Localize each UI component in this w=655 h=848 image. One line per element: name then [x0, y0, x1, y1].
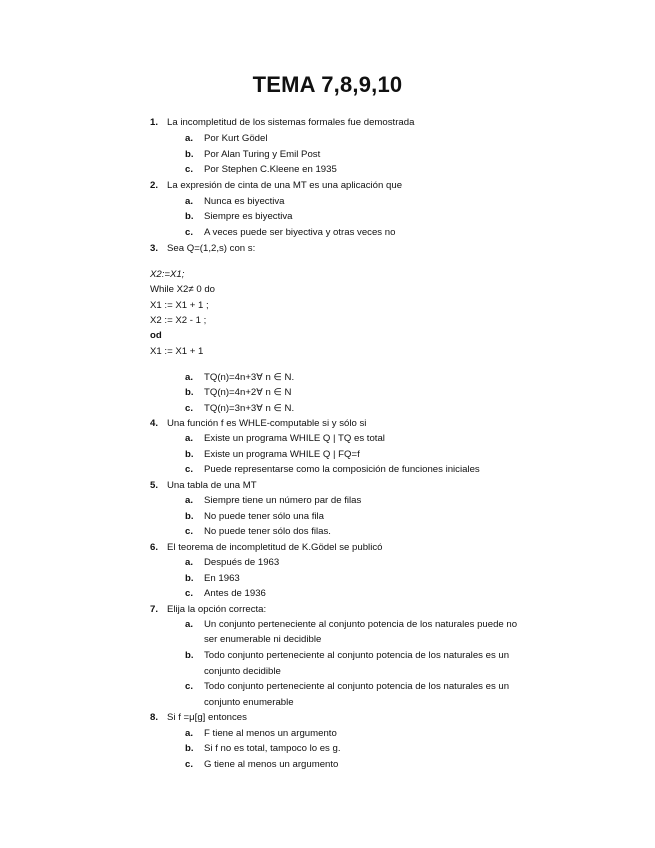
option-text: Por Alan Turing y Emil Post: [204, 149, 321, 160]
option-text-continued: conjunto enumerable: [204, 697, 294, 708]
option-text: Por Stephen C.Kleene en 1935: [204, 164, 337, 175]
option-text: G tiene al menos un argumento: [204, 759, 339, 770]
option-letter: b.: [185, 387, 194, 398]
option-text: Un conjunto perteneciente al conjunto potencia de los naturales puede no: [204, 619, 518, 630]
option-text: Después de 1963: [204, 557, 280, 568]
option-text: En 1963: [204, 573, 240, 584]
question-text: Si f =μ[g] entonces: [167, 712, 247, 723]
option-letter: a.: [185, 495, 194, 506]
code-line-1: X2:=X1;: [150, 269, 185, 280]
option-text: Existe un programa WHILE Q | TQ es total: [204, 433, 385, 444]
option-text: Puede representarse como la composición de funciones iniciales: [204, 464, 480, 475]
question-number: 1.: [150, 117, 159, 128]
option-text: Por Kurt Gödel: [204, 133, 268, 144]
option-letter: a.: [185, 133, 194, 144]
option-text: Antes de 1936: [204, 588, 266, 599]
option-text: Siempre tiene un número par de filas: [204, 495, 362, 506]
option-text: TQ(n)=4n+3∀ n ∈ N.: [204, 372, 295, 383]
option-letter: b.: [185, 573, 194, 584]
option-letter: a.: [185, 372, 194, 383]
question-text: El teorema de incompletitud de K.Gödel se publicó: [167, 542, 383, 553]
option-letter: c.: [185, 164, 194, 175]
option-letter: c.: [185, 227, 194, 238]
option-letter: c.: [185, 588, 194, 599]
option-letter: a.: [185, 557, 194, 568]
question-text: La expresión de cinta de una MT es una aplicación que: [167, 180, 403, 191]
question-text: Una función f es WHLE-computable si y sólo si: [167, 418, 367, 429]
option-letter: b.: [185, 149, 194, 160]
option-text: Existe un programa WHILE Q | FQ=f: [204, 449, 360, 460]
option-letter: b.: [185, 211, 194, 222]
code-line-2: While X2≠ 0 do: [150, 284, 215, 295]
option-letter: c.: [185, 759, 194, 770]
option-letter: b.: [185, 743, 194, 754]
option-text: A veces puede ser biyectiva y otras veces no: [204, 227, 396, 238]
code-line-3: X1 := X1 + 1 ;: [150, 300, 209, 311]
question-text: La incompletitud de los sistemas formales fue demostrada: [167, 117, 415, 128]
option-text: TQ(n)=3n+3∀ n ∈ N.: [204, 403, 295, 414]
option-text-continued: ser enumerable ni decidible: [204, 634, 322, 645]
option-text: No puede tener sólo dos filas.: [204, 526, 331, 537]
option-letter: b.: [185, 511, 194, 522]
option-text: F tiene al menos un argumento: [204, 728, 337, 739]
option-text: Todo conjunto perteneciente al conjunto potencia de los naturales es un: [204, 650, 510, 661]
option-letter: a.: [185, 433, 194, 444]
question-number: 3.: [150, 243, 159, 254]
code-line-6: X1 := X1 + 1: [150, 346, 204, 357]
question-number: 6.: [150, 542, 159, 553]
option-text: No puede tener sólo una fila: [204, 511, 325, 522]
code-line-5: od: [150, 330, 162, 341]
option-letter: b.: [185, 449, 194, 460]
option-letter: a.: [185, 619, 194, 630]
option-text: Todo conjunto perteneciente al conjunto potencia de los naturales es un: [204, 681, 510, 692]
option-letter: c.: [185, 464, 194, 475]
question-text: Sea Q=(1,2,s) con s:: [167, 243, 256, 254]
question-number: 4.: [150, 418, 159, 429]
option-text: Siempre es biyectiva: [204, 211, 293, 222]
option-letter: a.: [185, 196, 194, 207]
option-letter: c.: [185, 403, 194, 414]
option-letter: a.: [185, 728, 194, 739]
option-letter: c.: [185, 526, 194, 537]
option-text: Nunca es biyectiva: [204, 196, 285, 207]
option-letter: c.: [185, 681, 194, 692]
option-text: TQ(n)=4n+2∀ n ∈ N: [204, 387, 292, 398]
question-number: 7.: [150, 604, 159, 615]
question-number: 5.: [150, 480, 159, 491]
page-title: TEMA 7,8,9,10: [252, 72, 403, 97]
option-text: Si f no es total, tampoco lo es g.: [204, 743, 341, 754]
code-line-4: X2 := X2 - 1 ;: [150, 315, 207, 326]
question-text: Elija la opción correcta:: [167, 604, 267, 615]
question-number: 2.: [150, 180, 159, 191]
option-text-continued: conjunto decidible: [204, 666, 281, 677]
option-letter: b.: [185, 650, 194, 661]
question-text: Una tabla de una MT: [167, 480, 257, 491]
question-number: 8.: [150, 712, 159, 723]
